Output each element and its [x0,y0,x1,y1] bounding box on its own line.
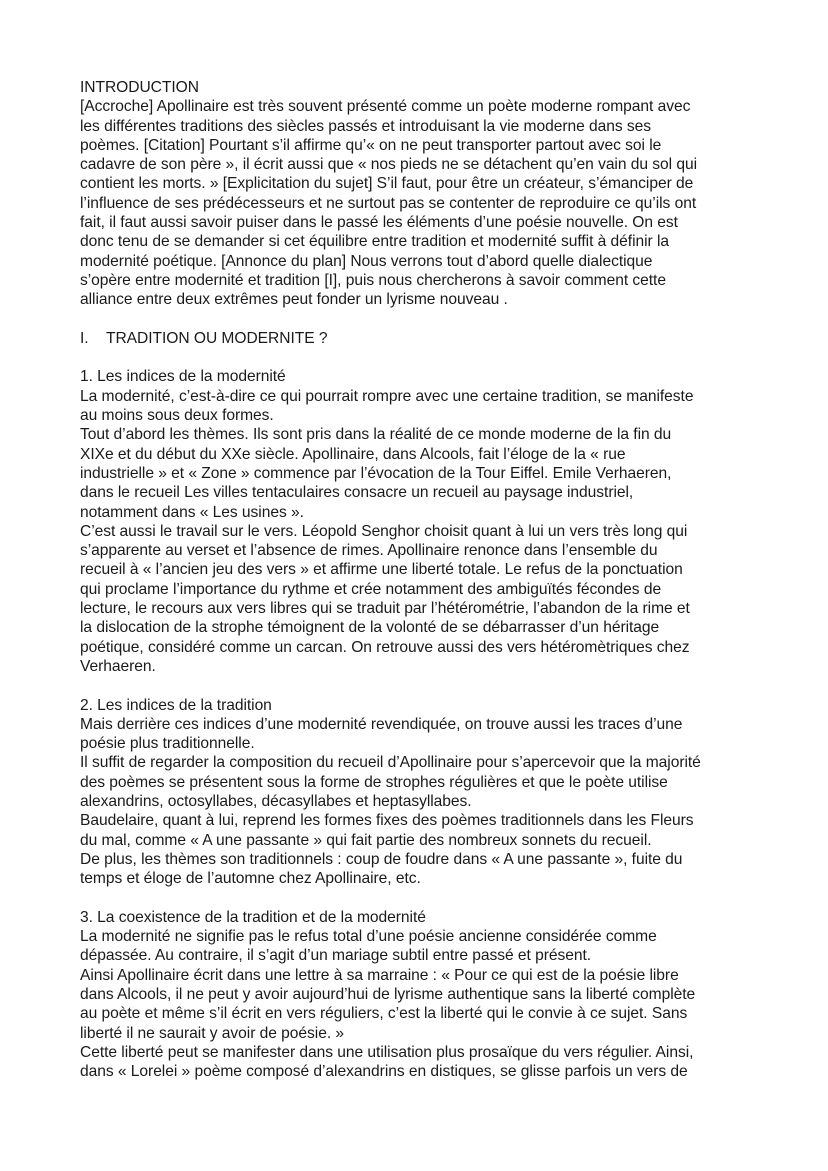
subsection-heading-1: 1. Les indices de la modernité [80,368,286,386]
text-line: liberté il ne saurait y avoir de poésie. » [80,1024,345,1042]
intro-heading: INTRODUCTION [80,79,199,96]
document-page [80,78,752,1081]
text-line: poèmes. [Citation] Pourtant s’il affirme qu’« on ne peut transporter partout avec soi le [80,136,662,154]
text-line: s’apparente au verset et l’absence de rimes. Apollinaire renonce dans l’ensemble du [80,542,658,560]
text-line: au moins sous deux formes. [80,407,274,425]
text-line: dans Alcools, il ne peut y avoir aujourd’hui de lyrisme authentique sans la liberté complète [80,985,696,1003]
text-line: la dislocation de la strophe témoignent de la volonté de se débarrasser d’un héritage [80,619,660,637]
text-line: notamment dans « Les usines ». [80,503,304,521]
spacer [80,676,752,695]
text-line: Il suffit de regarder la composition du recueil d’Apollinaire pour s’apercevoir que la majorité [80,754,701,772]
text-line: poésie plus traditionnelle. [80,735,255,753]
part-title: TRADITION OU MODERNITE ? [106,329,328,347]
part-number: I. [80,329,89,347]
text-line: alliance entre deux extrêmes peut fonder un lyrisme nouveau . [80,291,508,309]
text-line: fait, il faut aussi savoir puiser dans le passé les éléments d’une poésie nouvelle. On est [80,214,678,232]
text-line: cadavre de son père », il écrit aussi que « nos pieds ne se détachent qu’en vain du sol qui [80,156,698,174]
text-line: La modernité, c’est-à-dire ce qui pourrait rompre avec une certaine tradition, se manifeste [80,387,694,405]
spacer [80,888,752,907]
text-line: alexandrins, octosyllabes, décasyllabes et heptasyllabes. [80,792,472,810]
text-line: Ainsi Apollinaire écrit dans une lettre à sa marraine : « Pour ce qui est de la poésie libre [80,966,679,984]
text-line: des poèmes se présentent sous la forme de strophes régulières et que le poète utilise [80,773,668,791]
text-line: dans « Lorelei » poème composé d’alexandrins en distiques, se glisse parfois un vers de [80,1063,688,1081]
text-line: temps et éloge de l’automne chez Apollinaire, etc. [80,870,421,888]
text-line: dans le recueil Les villes tentaculaires consacre un recueil au paysage industriel, [80,484,634,502]
text-line: du mal, comme « A une passante » qui fait partie des nombreux sonnets du recueil. [80,831,652,849]
text-line: Tout d’abord les thèmes. Ils sont pris dans la réalité de ce monde moderne de la fin du [80,426,672,444]
text-line: industrielle » et « Zone » commence par l’évocation de la Tour Eiffel. Emile Verhaeren, [80,464,672,482]
text-line: recueil à « l’ancien jeu des vers » et affirme une liberté totale. Le refus de la ponctuation [80,561,683,579]
text-line: modernité poétique. [Annonce du plan] Nous verrons tout d’abord quelle dialectique [80,252,653,270]
text-line: les différentes traditions des siècles passés et introduisant la vie moderne dans ses [80,117,652,135]
text-line: contient les morts. » [Explicitation du sujet] S’il faut, pour être un créateur, s’émanciper de [80,175,694,193]
subsection-body-1 [80,387,752,676]
text-line: [Accroche] Apollinaire est très souvent présenté comme un poète moderne rompant avec [80,98,691,116]
text-line: l’influence de ses prédécesseurs et ne surtout pas se contenter de reproduire ce qu’ils ont [80,194,697,212]
subsection-body-2 [80,715,752,889]
text-line: qui proclame l’importance du rythme et crée notamment des ambiguïtés fécondes de [80,580,662,598]
text-line: C’est aussi le travail sur le vers. Léopold Senghor choisit quant à lui un vers très long qui [80,522,688,540]
subsection-heading-2: 2. Les indices de la tradition [80,696,272,714]
text-line: Verhaeren. [80,657,156,675]
text-line: lecture, le recours aux vers libres qui se traduit par l’hétérométrie, l’abandon de la rime et [80,600,690,618]
spacer [80,310,752,329]
intro-paragraph [80,97,752,309]
text-line: poétique, considéré comme un carcan. On retrouve aussi des vers hétéromètriques chez [80,638,690,656]
spacer [80,348,752,367]
text-line: Baudelaire, quant à lui, reprend les formes fixes des poèmes traditionnels dans les Fleurs [80,812,694,830]
text-line: La modernité ne signifie pas le refus total d’une poésie ancienne considérée comme [80,928,657,946]
subsection-heading-3: 3. La coexistence de la tradition et de la modernité [80,908,426,926]
text-line: XIXe et du début du XXe siècle. Apollinaire, dans Alcools, fait l’éloge de la « rue [80,445,626,463]
text-line: dépassée. Au contraire, il s’agit d’un mariage subtil entre passé et présent. [80,947,592,965]
text-line: au poète et même s’il écrit en vers réguliers, c’est la liberté qui le convie à ce sujet. Sans [80,1005,688,1023]
text-line: donc tenu de se demander si cet équilibre entre tradition et modernité suffit à définir la [80,233,669,251]
text-line: De plus, les thèmes son traditionnels : coup de foudre dans « A une passante », fuite du [80,850,683,868]
text-line: Cette liberté peut se manifester dans une utilisation plus prosaïque du vers régulier. Ainsi, [80,1043,694,1061]
text-line: s’opère entre modernité et tradition [I], puis nous chercherons à savoir comment cette [80,271,666,289]
part-heading [80,329,752,348]
subsection-body-3 [80,927,752,1081]
text-line: Mais derrière ces indices d’une modernité revendiquée, on trouve aussi les traces d’une [80,715,683,733]
